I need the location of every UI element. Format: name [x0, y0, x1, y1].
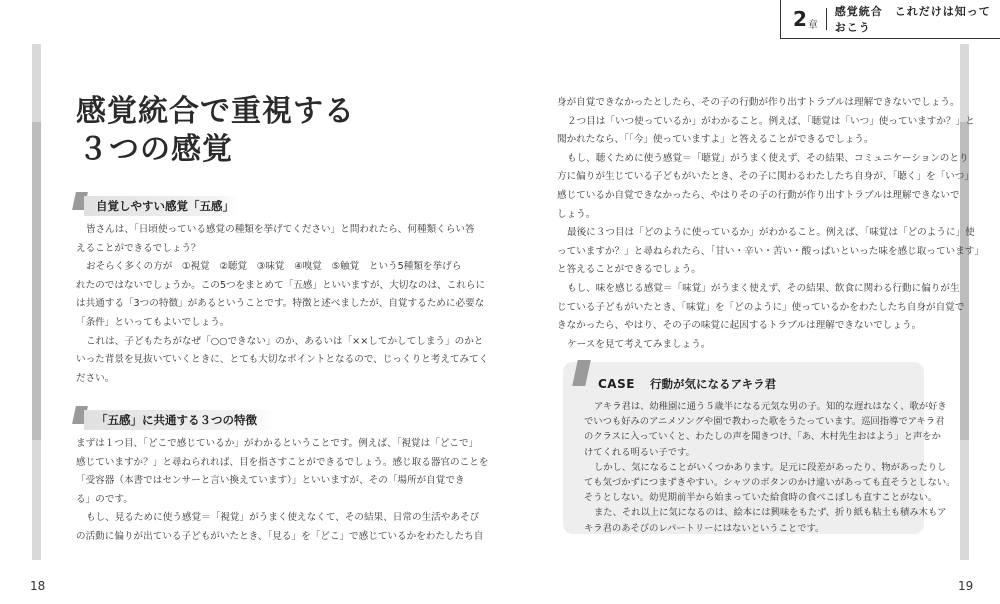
section-heading-common-features — [74, 406, 274, 430]
text-line: 「条件」といってもよいでしょう。 — [76, 316, 230, 328]
text-line: る」のです。 — [76, 493, 133, 505]
text-line: けてくれる明るい子です。 — [584, 446, 695, 458]
text-line: 感じていますか？」と尋ねられれば、目を指さすことができるでしょう。感じ取る器官のことを — [76, 456, 489, 468]
text-line: もし、見るために使う感覚＝「視覚」がうまく使えなくて、その結果、日常の生活やあそび — [86, 512, 480, 524]
case-heading — [598, 373, 776, 392]
text-line: しかし、気になることがいくつかあります。足元に段差があったり、物があったりし — [594, 461, 947, 473]
text-line: と答えることができるでしょう。 — [557, 264, 701, 276]
text-line: もし、聴くために使う感覚＝「聴覚」がうまく使えず、その結果、コミュニケーションのとり — [567, 152, 969, 164]
text-line: れたのではないでしょうか。この5つをまとめて「五感」といいますが、大切なのは、これらに — [76, 279, 486, 291]
text-line: 皆さんは、「日頃使っている感覚の種類を挙げてください」と問われたら、何種類くらい答 — [86, 224, 475, 235]
text-line: ださい。 — [76, 372, 115, 384]
text-line: アキラ君は、幼稚園に通う５歳半になる元気な男の子。知的な遅れはなく、歌が好き — [594, 401, 947, 412]
section-heading-five-senses — [74, 192, 234, 216]
text-line: じている子どもがいたとき、「味覚」を「どのように」使っているかをわたしたち自身が自覚で — [557, 301, 965, 313]
chapter-divider — [826, 8, 827, 30]
text-line: のクラスに入っていくと、わたしの声を聞きつけ、「あ、木村先生おはよう」と声をか — [584, 431, 941, 443]
text-line: これは、子どもたちがなぜ「○○できない」のか、あるいは「××してかしてしまう」のかと — [86, 335, 484, 347]
text-line: は共通する「3つの特徴」があるということです。特徴と述べましたが、自覚するために必要な — [76, 298, 485, 310]
case-body — [584, 399, 955, 536]
text-line: の活動に偏りが出ている子どもがいたとき、「見る」を「どこ」で感じているかをわたしたち自 — [76, 530, 484, 542]
text-line: でいつも好みのアニメソングや園で教わった歌をうたっています。巡回指導でアキラ君 — [584, 416, 945, 428]
text-line: ても気づかずにつまずきやすい。シャツのボタンのかけ違いがあっても直そうとしない。 — [584, 476, 956, 488]
text-line: 身が自覚できなかったとしたら、その子の行動が作り出すトラブルは理解できないでしょう。 — [557, 97, 960, 108]
text-line: おそらく多くの方が ①視覚 ②聴覚 ③味覚 ④嗅覚 ⑤触覚 という5種類を挙げら — [86, 261, 462, 273]
left-edge-bar-top — [32, 44, 41, 122]
text-line: ケースを見て考えてみましょう。 — [567, 338, 711, 350]
chapter-header — [780, 0, 1000, 39]
right-edge-bar-bottom — [960, 440, 969, 560]
page-title-line-2: ３つの感覚 — [78, 132, 233, 167]
text-line: っていますか？」と尋ねられたら、「甘い・辛い・苦い・酸っぱいといった味を感じ取っています」 — [557, 245, 984, 257]
section2-body — [76, 435, 488, 547]
section-heading-label: 自覚しやすい感覚「五感」 — [96, 199, 234, 213]
left-edge-bar-bottom — [32, 440, 41, 560]
text-line: まずは１つ目、「どこで感じているか」がわかるということです。例えば、「視覚は「どこで」 — [76, 438, 479, 449]
text-line: 感じているか自覚できなかったら、やはりその子の行動が作り出すトラブルは理解できないで — [557, 189, 960, 201]
text-line: キラ君のあそびのレパートリーにはないということです。 — [584, 522, 825, 534]
section-heading-label: 「五感」に共通する３つの特徴 — [96, 413, 257, 427]
text-line: 最後に３つ目は「どのように使っているか」がわかること。例えば、「味覚は「どのように」使 — [567, 227, 975, 239]
text-line: しょう。 — [557, 208, 596, 220]
chapter-suffix: 章 — [807, 19, 818, 31]
page-title-line-1: 感覚統合で重視する — [76, 94, 355, 129]
chapter-number: 2 — [793, 7, 807, 31]
left-edge-bar — [32, 122, 41, 440]
right-page-body — [557, 94, 984, 354]
chapter-title: 感覚統合 これだけは知っておこう — [834, 5, 991, 34]
text-line: 「受容器（本書ではセンサーと言い換えています）」といいますが、その「場所が自覚でき — [76, 475, 465, 487]
text-line: きなかったら、やはり、その子の味覚に起因するトラブルは理解できないでしょう。 — [557, 320, 922, 332]
page-number-left: 18 — [30, 579, 46, 593]
text-line: もし、味を感じる感覚＝「味覚」がうまく使えず、その結果、飲食に関わる行動に偏りが生 — [567, 282, 960, 294]
page-number-right: 19 — [958, 579, 974, 593]
text-line: えることができるでしょう？ — [76, 242, 201, 254]
text-line: 方に偏りが生じている子どもがいたとき、その子に関わるわたしたち自身が、「聴く」を「いつ」 — [557, 171, 974, 183]
case-title: 行動が気になるアキラ君 — [650, 377, 777, 391]
text-line: ２つ目は「いつ使っているか」がわかること。例えば、「聴覚は「いつ」使っていますか？」と — [567, 115, 975, 127]
text-line: 聞かれたなら、「「今」使っていますよ」と答えることができるでしょう。 — [557, 134, 874, 146]
section1-body — [76, 221, 488, 388]
text-line: また、それ以上に気になるのは、絵本には興味をもたず、折り紙も粘土も積み木もア — [594, 507, 947, 519]
case-tag: CASE — [598, 377, 635, 391]
text-line: いった背景を見抜いていくときに、とても大切なポイントとなるので、じっくりと考えてみてく — [76, 354, 489, 366]
text-line: そうとしない。幼児期前半から始まっていた給食時の食べこぼしも直すことがない。 — [584, 492, 938, 504]
